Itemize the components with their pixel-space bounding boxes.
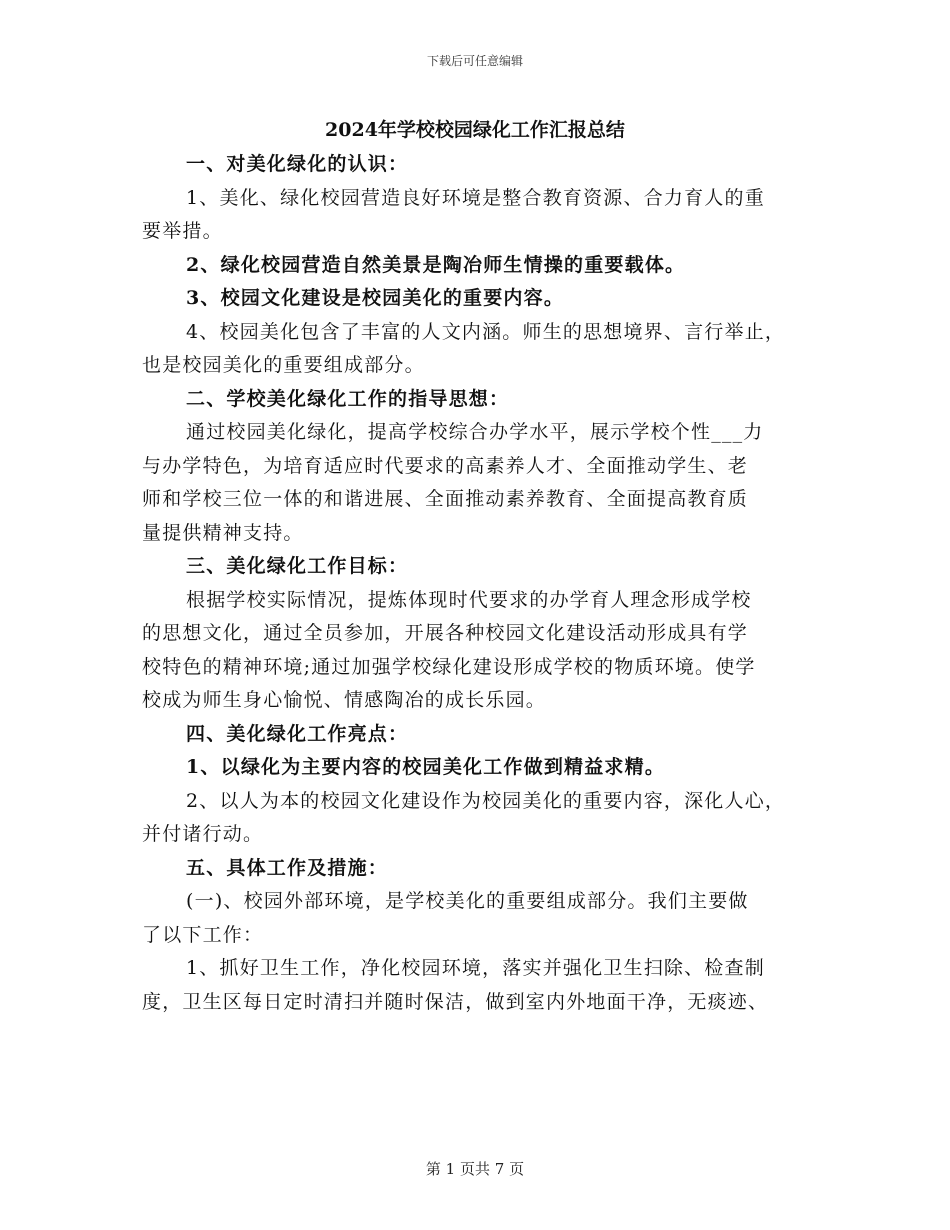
paragraph-line: 了以下工作： [142, 923, 264, 946]
document-body [142, 148, 822, 1019]
paragraph-line: 师和学校三位一体的和谐进展、全面推动素养教育、全面提高教育质 [142, 488, 749, 510]
page-footer: 第 1 页共 7 页 [425, 1160, 525, 1178]
paragraph-line: 2、以人为本的校园文化建设作为校园美化的重要内容，深化人心， [186, 789, 786, 812]
paragraph-line: 量提供精神支持。 [142, 521, 304, 544]
paragraph-line: 的思想文化，通过全员参加，开展各种校园文化建设活动形成具有学 [142, 622, 749, 644]
paragraph-line: 校成为师生身心愉悦、情感陶冶的成长乐园。 [142, 689, 547, 711]
page-header: 下载后可任意编辑 [426, 54, 523, 68]
paragraph-line: 根据学校实际情况，提炼体现时代要求的办学育人理念形成学校 [186, 588, 752, 611]
section-heading: 一、对美化绿化的认识： [186, 153, 409, 175]
paragraph-line: (一)、校园外部环境，是学校美化的重要组成部分。我们主要做 [186, 890, 749, 912]
paragraph-line: 校特色的精神环境;通过加强学校绿化建设形成学校的物质环境。使学 [142, 655, 756, 678]
paragraph-line: 也是校园美化的重要组成部分。 [142, 354, 425, 376]
bold-point: 2、绿化校园营造自然美景是陶冶师生情操的重要载体。 [186, 253, 686, 276]
paragraph-line: 通过校园美化绿化，提高学校综合办学水平，展示学校个性___力 [186, 421, 764, 443]
section-heading: 五、具体工作及措施： [186, 856, 389, 879]
section-heading: 二、学校美化绿化工作的指导思想： [186, 387, 510, 410]
paragraph-line: 并付诸行动。 [142, 823, 264, 845]
bold-point: 3、校园文化建设是校园美化的重要内容。 [186, 287, 565, 309]
paragraph-line: 1、抓好卫生工作，净化校园环境，落实并强化卫生扫除、检查制 [186, 957, 765, 979]
section-heading: 三、美化绿化工作目标： [186, 555, 409, 577]
paragraph-line: 与办学特色，为培育适应时代要求的高素养人才、全面推动学生、老 [142, 454, 749, 477]
paragraph-line: 要举措。 [142, 220, 223, 242]
paragraph-line: 4、校园美化包含了丰富的人文内涵。师生的思想境界、言行举止， [186, 320, 786, 343]
section-heading: 四、美化绿化工作亮点： [186, 722, 409, 745]
paragraph-line: 1、美化、绿化校园营造良好环境是整合教育资源、合力育人的重 [186, 186, 765, 209]
paragraph-line: 度，卫生区每日定时清扫并随时保洁，做到室内外地面干净，无痰迹、 [142, 990, 769, 1013]
document-title: 2024年学校校园绿化工作汇报总结 [325, 119, 625, 141]
bold-point: 1、以绿化为主要内容的校园美化工作做到精益求精。 [186, 756, 666, 778]
